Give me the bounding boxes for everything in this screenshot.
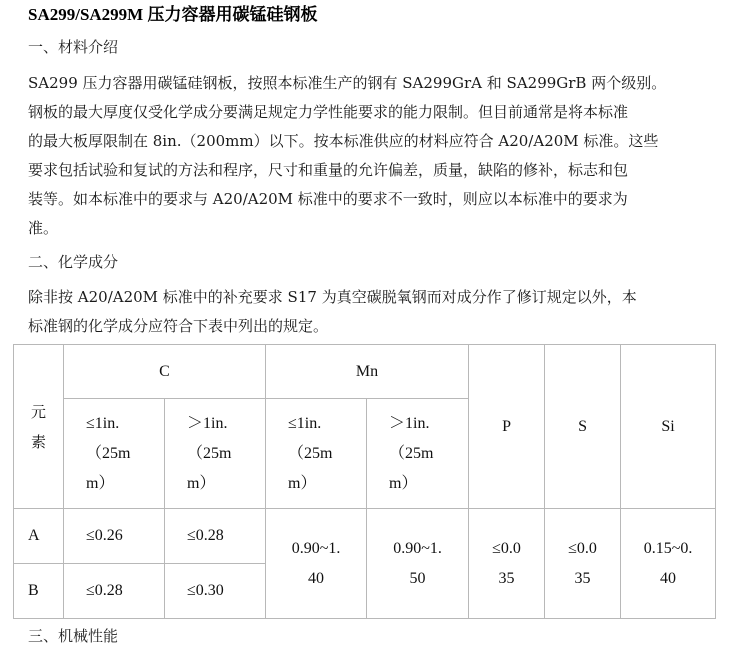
carbon-thin-header-cell: ≤1in. （25m m）	[64, 399, 165, 509]
phosphorus-value-cell: ≤0.0 35	[469, 509, 545, 619]
manganese-thin-value-cell: 0.90~1. 40	[266, 509, 367, 619]
table-row	[14, 509, 716, 564]
manganese-header-cell: Mn	[266, 345, 469, 399]
phosphorus-header-cell: P	[469, 345, 545, 509]
manganese-thick-value-cell: 0.90~1. 50	[367, 509, 469, 619]
document-title: SA299/SA299M 压力容器用碳锰硅钢板	[28, 5, 318, 24]
silicon-header-cell: Si	[621, 345, 716, 509]
material-intro-paragraph	[28, 69, 718, 243]
paragraph-line: 除非按 A20/A20M 标准中的补充要求 S17 为真空碳脱氧钢而对成分作了修订规定以外，本	[28, 288, 637, 306]
paragraph-line: 要求包括试验和复试的方法和程序，尺寸和重量的允许偏差，质量，缺陷的修补，标志和包	[28, 161, 629, 179]
sulfur-value-cell: ≤0.0 35	[545, 509, 621, 619]
table-header-row	[14, 345, 716, 399]
carbon-thin-value-cell: ≤0.28	[64, 564, 165, 619]
chemical-composition-table	[13, 344, 716, 619]
silicon-value-cell: 0.15~0. 40	[621, 509, 716, 619]
carbon-thick-value-cell: ≤0.30	[165, 564, 266, 619]
carbon-thick-value-cell: ≤0.28	[165, 509, 266, 564]
grade-cell: B	[14, 564, 64, 619]
grade-cell: A	[14, 509, 64, 564]
element-header-cell: 元 素	[14, 345, 64, 509]
manganese-thick-header-cell: ＞1in. （25m m）	[367, 399, 469, 509]
carbon-thin-value-cell: ≤0.26	[64, 509, 165, 564]
carbon-header-cell: C	[64, 345, 266, 399]
section-heading-material-intro: 一、材料介绍	[28, 38, 119, 56]
paragraph-line: 钢板的最大厚度仅受化学成分要满足规定力学性能要求的能力限制。但目前通常是将本标准	[28, 103, 629, 121]
paragraph-line: 的最大板厚限制在 8in.（200mm）以下。按本标准供应的材料应符合 A20/A20M 标准。这些	[28, 132, 659, 150]
manganese-thin-header-cell: ≤1in. （25m m）	[266, 399, 367, 509]
paragraph-line: 装等。如本标准中的要求与 A20/A20M 标准中的要求不一致时，则应以本标准中的要求为	[28, 190, 628, 208]
section-heading-mechanical-properties: 三、机械性能	[28, 627, 119, 645]
sulfur-header-cell: S	[545, 345, 621, 509]
paragraph-line: SA299 压力容器用碳锰硅钢板，按照本标准生产的钢有 SA299GrA 和 SA299GrB 两个级别。	[28, 74, 667, 92]
carbon-thick-header-cell: ＞1in. （25m m）	[165, 399, 266, 509]
section-heading-chemical-composition: 二、化学成分	[28, 253, 119, 271]
paragraph-line: 准。	[28, 219, 59, 237]
paragraph-line: 标准钢的化学成分应符合下表中列出的规定。	[28, 317, 329, 335]
chemical-composition-paragraph	[28, 283, 718, 341]
